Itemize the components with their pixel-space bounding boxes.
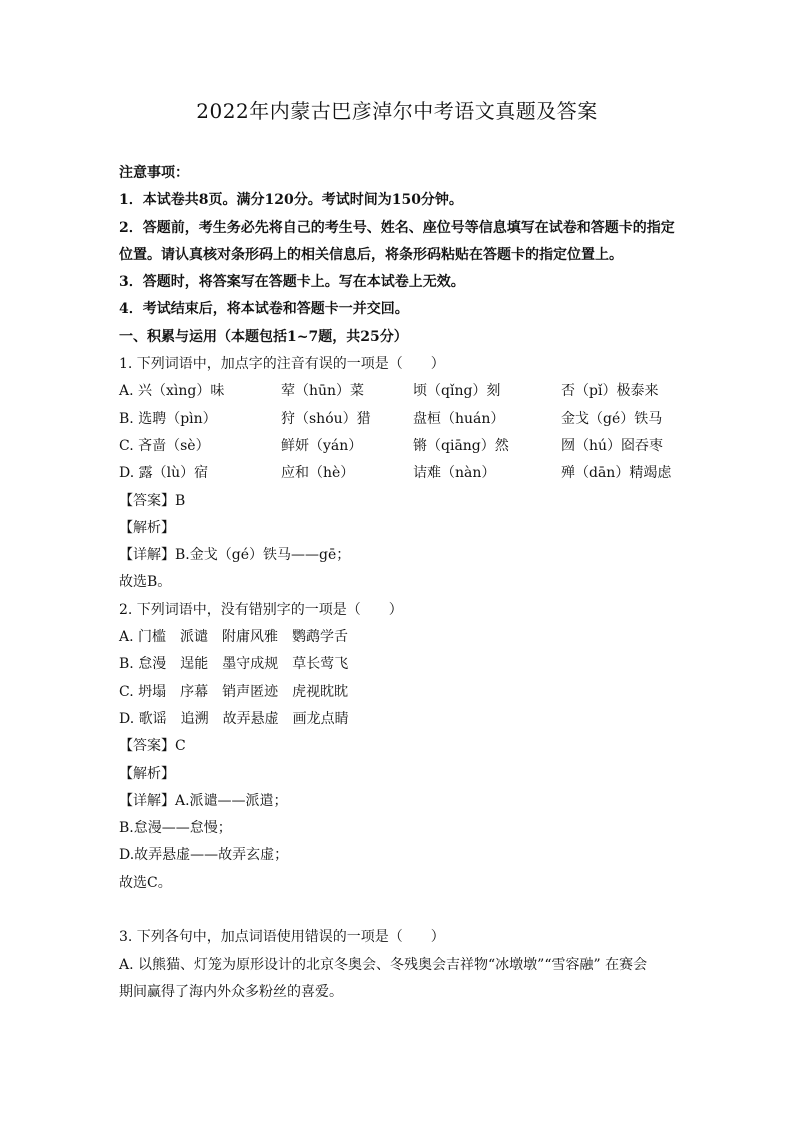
section-heading: 一、积累与运用（本题包括1~7题，共25分） [119,328,408,345]
option-cell: 盘桓（huán） [413,410,505,427]
option-cell: 殚（dān）精竭虑 [561,465,672,482]
spacer [119,897,679,924]
answer-label: 【答案】C [119,738,186,755]
notice-item: 1．本试卷共8页。满分120分。考试时间为150分钟。 [119,192,463,209]
option-cell: 锵（qiāng）然 [413,437,509,454]
question-1-option-row [119,433,679,460]
option-cell: 顷（qǐng）刻 [413,383,501,400]
notice-item: 3．答题时，将答案写在答题卡上。写在本试卷上无效。 [119,274,465,291]
question-3-option-a-continued: 期间赢得了海内外众多粉丝的喜爱。 [119,983,343,1000]
detail-line: B.怠漫——怠慢； [119,820,232,837]
question-2-option: B. 怠漫 逞能 墨守成规 草长莺飞 [119,656,349,673]
detail-line: 故选B。 [119,574,172,591]
analysis-label: 【解析】 [119,765,175,782]
document-title: 2022年内蒙古巴彦淖尔中考语文真题及答案 [196,99,598,123]
notice-item: 4．考试结束后，将本试卷和答题卡一并交回。 [119,301,409,318]
question-1-stem: 1. 下列词语中，加点字的注音有误的一项是（ ） [119,356,445,373]
option-cell: 囫（hú）囵吞枣 [561,437,664,454]
question-1-option-row [119,460,679,487]
detail-line: 故选C。 [119,874,172,891]
notice-item: 2．答题前，考生务必先将自己的考生号、姓名、座位号等信息填写在试卷和答题卡的指定 [119,219,675,236]
document-body [119,160,679,1006]
notice-item: 位置。请认真核对条形码上的相关信息后，将条形码粘贴在答题卡的指定位置上。 [119,246,623,263]
option-cell: 金戈（gé）铁马 [561,410,663,427]
detail-line: 【详解】A.派谴——派遣； [119,792,288,809]
option-cell: 应和（hè） [281,465,355,482]
option-cell: 鲜妍（yán） [281,437,363,454]
detail-line: D.故弄悬虚——故弄玄虚； [119,847,289,864]
option-cell: A. 兴（xìng）味 [119,383,225,400]
notice-heading: 注意事项： [119,165,189,181]
question-3-option-a: A. 以熊猫、灯笼为原形设计的北京冬奥会、冬残奥会吉祥物“冰墩墩”“雪容融” 在赛会 [119,956,648,973]
option-cell: 否（pǐ）极泰来 [561,383,659,400]
question-2-option: C. 坍塌 序幕 销声匿迹 虎视眈眈 [119,683,349,700]
option-cell: 诘难（nàn） [413,465,496,482]
option-cell: 荤（hūn）菜 [281,383,365,400]
question-1-option-row [119,378,679,405]
question-2-option: D. 歌谣 追溯 故弄悬虚 画龙点睛 [119,710,349,727]
question-1-option-row [119,406,679,433]
question-2-option: A. 门槛 派谴 附庸风雅 鹦鹉学舌 [119,629,349,646]
option-cell: 狩（shóu）猎 [281,410,371,427]
option-cell: C. 吝啬（sè） [119,437,210,454]
question-3-stem: 3. 下列各句中，加点词语使用错误的一项是（ ） [119,929,445,946]
question-2-stem: 2. 下列词语中，没有错别字的一项是（ ） [119,601,403,618]
answer-label: 【答案】B [119,492,186,509]
option-cell: B. 选聘（pìn） [119,410,217,427]
option-cell: D. 露（lù）宿 [119,465,209,482]
analysis-label: 【解析】 [119,519,175,536]
detail-line: 【详解】B.金戈（gé）铁马——gē； [119,547,351,564]
